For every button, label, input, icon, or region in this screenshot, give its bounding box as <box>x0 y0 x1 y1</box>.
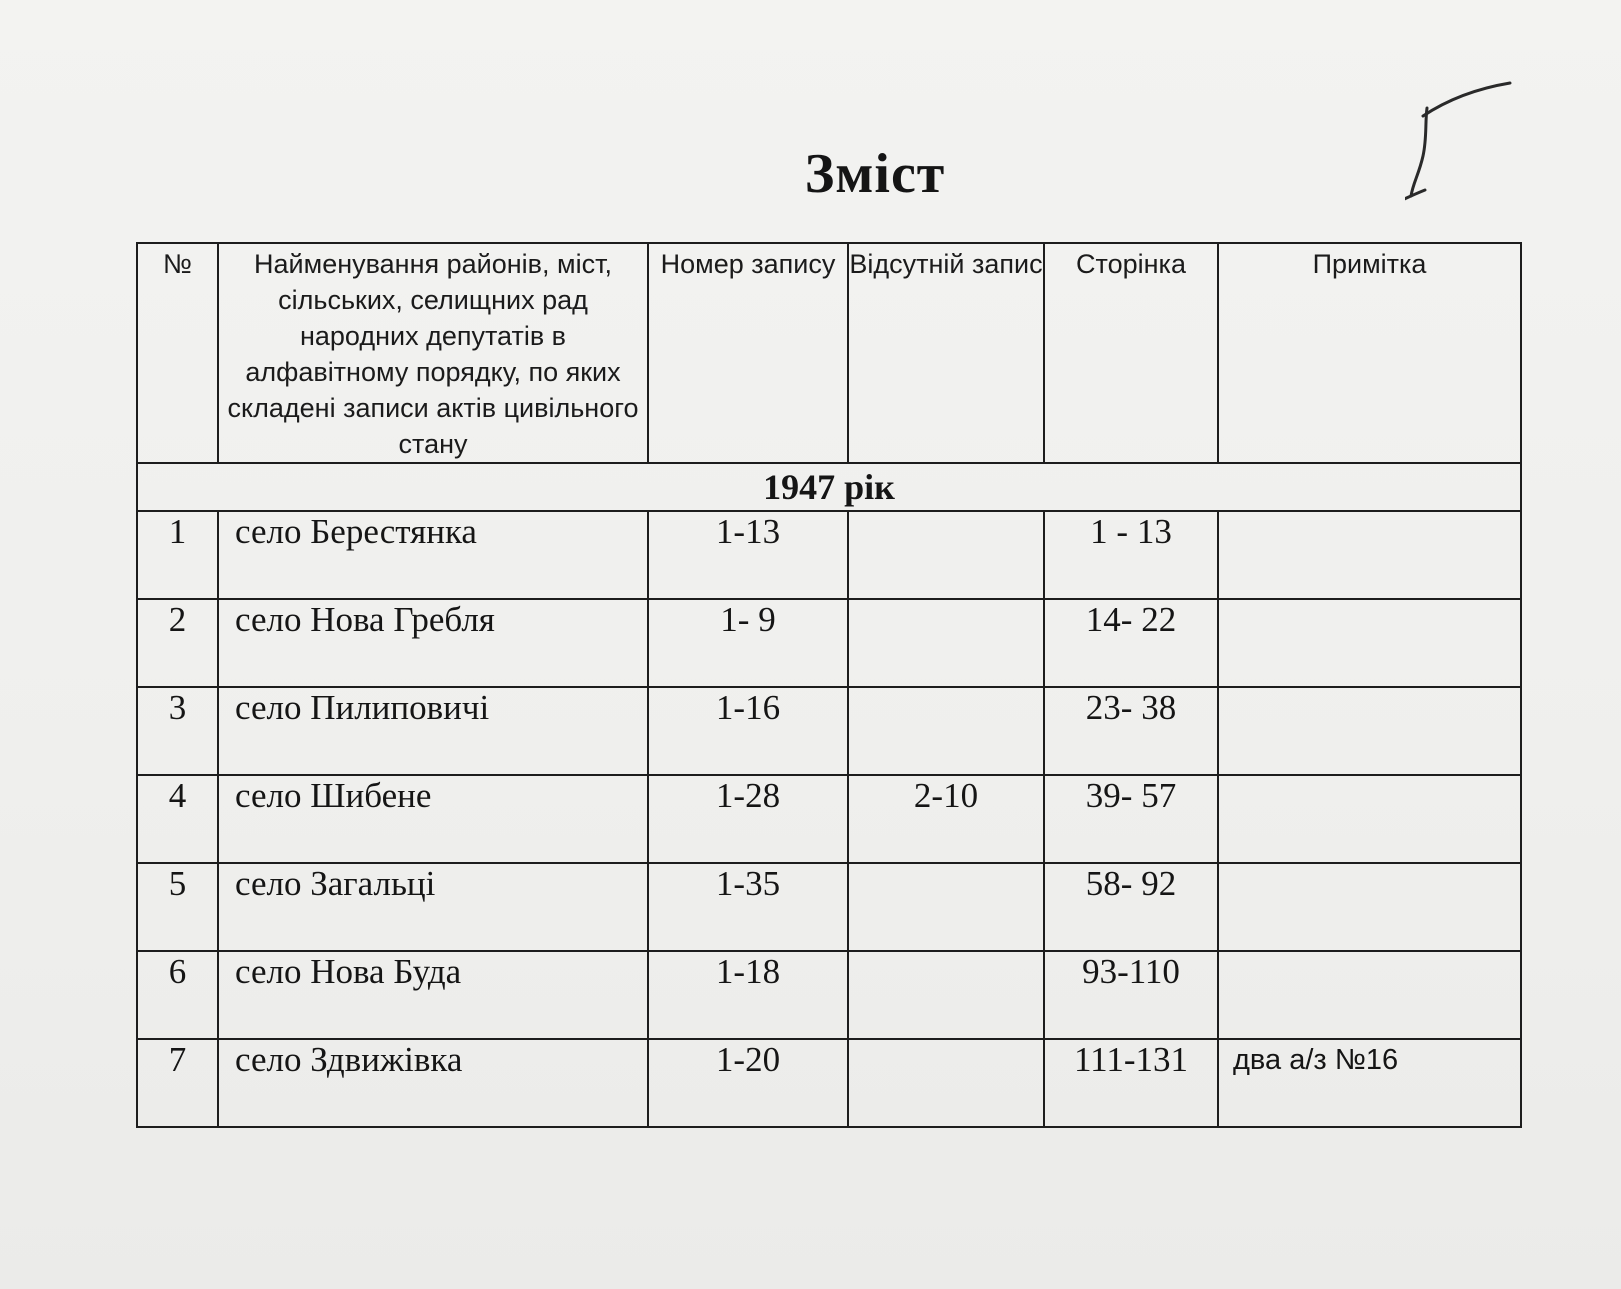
table-row <box>137 775 1521 863</box>
row-record-number: 1-35 <box>648 863 848 951</box>
header-page: Сторінка <box>1044 243 1218 463</box>
row-note: два а/з №16 <box>1218 1039 1521 1127</box>
header-note: Примітка <box>1218 243 1521 463</box>
row-note <box>1218 599 1521 687</box>
row-page: 23- 38 <box>1044 687 1218 775</box>
row-missing-record: 2-10 <box>848 775 1044 863</box>
row-missing-record <box>848 511 1044 599</box>
row-record-number: 1-16 <box>648 687 848 775</box>
row-no: 2 <box>137 599 218 687</box>
header-no: № <box>137 243 218 463</box>
row-note <box>1218 687 1521 775</box>
row-record-number: 1-13 <box>648 511 848 599</box>
row-note <box>1218 863 1521 951</box>
row-page: 1 - 13 <box>1044 511 1218 599</box>
row-record-number: 1-28 <box>648 775 848 863</box>
year-row <box>137 463 1521 511</box>
row-no: 7 <box>137 1039 218 1127</box>
row-name: село Нова Гребля <box>218 599 648 687</box>
row-missing-record <box>848 687 1044 775</box>
row-note <box>1218 511 1521 599</box>
contents-table <box>136 242 1522 1128</box>
row-name: село Загальці <box>218 863 648 951</box>
row-name: село Берестянка <box>218 511 648 599</box>
header-name: Найменування районів, міст, сільських, селищних рад народних депутатів в алфавітному порядку, по яких складені записи актів цивільного стану <box>218 243 648 463</box>
row-no: 1 <box>137 511 218 599</box>
table-row <box>137 599 1521 687</box>
row-missing-record <box>848 951 1044 1039</box>
header-missing-record: Відсутній запис <box>848 243 1044 463</box>
page-title: Зміст <box>804 143 946 205</box>
row-missing-record <box>848 1039 1044 1127</box>
row-page: 93-110 <box>1044 951 1218 1039</box>
row-no: 4 <box>137 775 218 863</box>
row-record-number: 1-18 <box>648 951 848 1039</box>
row-page: 39- 57 <box>1044 775 1218 863</box>
table-row <box>137 687 1521 775</box>
table-row <box>137 951 1521 1039</box>
table-row <box>137 1039 1521 1127</box>
row-note <box>1218 775 1521 863</box>
row-name: село Нова Буда <box>218 951 648 1039</box>
row-page: 58- 92 <box>1044 863 1218 951</box>
row-note <box>1218 951 1521 1039</box>
row-missing-record <box>848 863 1044 951</box>
table-header-row <box>137 243 1521 463</box>
row-record-number: 1- 9 <box>648 599 848 687</box>
row-page: 111-131 <box>1044 1039 1218 1127</box>
row-no: 5 <box>137 863 218 951</box>
row-record-number: 1-20 <box>648 1039 848 1127</box>
row-no: 3 <box>137 687 218 775</box>
row-no: 6 <box>137 951 218 1039</box>
row-page: 14- 22 <box>1044 599 1218 687</box>
row-missing-record <box>848 599 1044 687</box>
header-record-number: Номер запису <box>648 243 848 463</box>
table-row <box>137 511 1521 599</box>
row-name: село Шибене <box>218 775 648 863</box>
row-name: село Пилиповичі <box>218 687 648 775</box>
year-label: 1947 рік <box>137 463 1521 511</box>
table-row <box>137 863 1521 951</box>
row-name: село Здвижівка <box>218 1039 648 1127</box>
